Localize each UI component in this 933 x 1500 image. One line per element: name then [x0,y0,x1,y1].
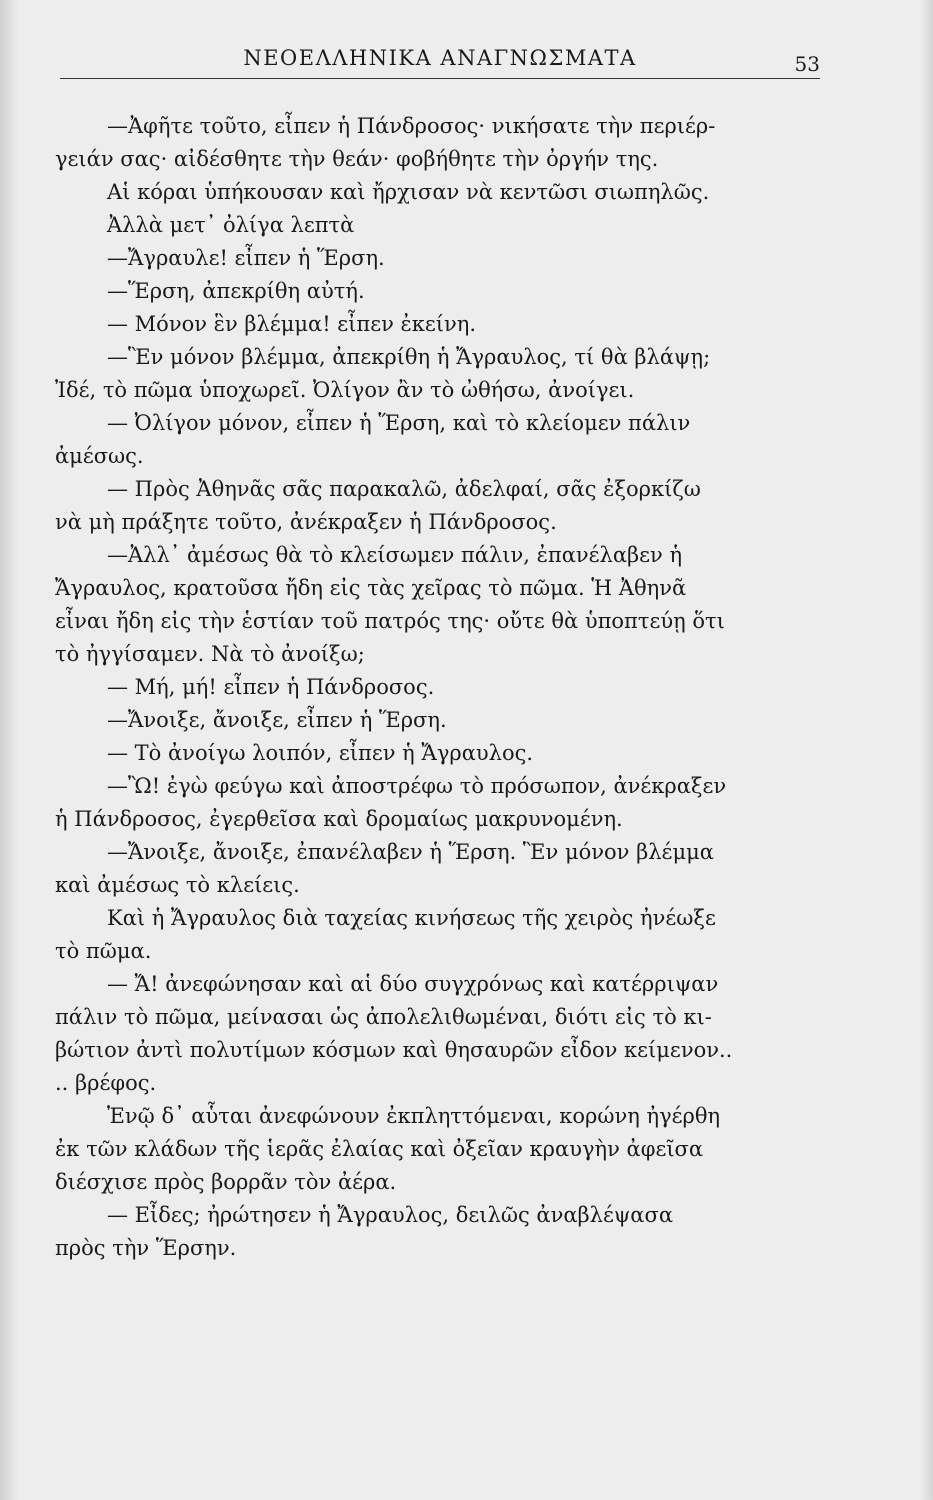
running-title: ΝΕΟΕΛΛΗΝΙΚΑ ΑΝΑΓΝΩΣΜΑΤΑ [243,46,637,70]
text-line: —Ἀφῆτε τοῦτο, εἶπεν ἡ Πάνδροσος· νικήσατε τὴν περιέρ- [107,114,716,138]
running-header [60,40,820,80]
text-line: πάλιν τὸ πῶμα, μείνασαι ὡς ἀπολελιθωμέναι, διότι εἰς τὸ κι- [55,1005,712,1029]
text-line: —Ἀλλ᾽ ἀμέσως θὰ τὸ κλείσωμεν πάλιν, ἐπανέλαβεν ἡ [107,543,683,567]
text-line: —Ἄγραυλε! εἶπεν ἡ Ἕρση. [107,246,385,270]
text-line: πρὸς τὴν Ἕρσην. [55,1236,237,1260]
text-line: —Ἕρση, ἀπεκρίθη αὐτή. [107,279,365,303]
text-line: — Μή, μή! εἶπεν ἡ Πάνδροσος. [107,675,435,699]
page-edge-shadow [919,0,933,1500]
text-line: — Ἄ! ἀνεφώνησαν καὶ αἱ δύο συγχρόνως καὶ κατέρριψαν [107,972,719,996]
text-line: Καὶ ἡ Ἄγραυλος διὰ ταχείας κινήσεως τῆς χειρὸς ἠνέωξε [107,906,716,930]
text-line: .. βρέφος. [55,1071,157,1095]
text-line: Ἰδέ, τὸ πῶμα ὑποχωρεῖ. Ὀλίγον ἂν τὸ ὠθήσω, ἀνοίγει. [55,378,635,402]
text-line: Ἐνῷ δ᾽ αὗται ἀνεφώνουν ἐκπληττόμεναι, κορώνη ἠγέρθη [107,1104,721,1128]
page-gutter-shadow [0,0,20,1500]
text-line: — Ὀλίγον μόνον, εἶπεν ἡ Ἕρση, καὶ τὸ κλείομεν πάλιν [107,411,691,435]
text-line: —Ἄνοιξε, ἄνοιξε, ἐπανέλαβεν ἡ Ἕρση. Ἓν μόνον βλέμμα [107,840,714,864]
text-line: — Πρὸς Ἀθηνᾶς σᾶς παρακαλῶ, ἀδελφαί, σᾶς ἐξορκίζω [107,477,701,501]
text-line: —Ἄνοιξε, ἄνοιξε, εἶπεν ἡ Ἕρση. [107,708,447,732]
text-line: τὸ ἠγγίσαμεν. Νὰ τὸ ἀνοίξω; [55,642,365,666]
text-line: — Μόνον ἓν βλέμμα! εἶπεν ἐκείνη. [107,312,477,336]
text-body [55,110,825,1265]
text-line: Αἱ κόραι ὑπήκουσαν καὶ ἤρχισαν νὰ κεντῶσι σιωπηλῶς. [107,180,710,204]
text-line: —Ὢ! ἐγὼ φεύγω καὶ ἀποστρέφω τὸ πρόσωπον, ἀνέκραξεν [107,774,727,798]
text-line: εἶναι ἤδη εἰς τὴν ἑστίαν τοῦ πατρός της· οὔτε θὰ ὑποπτεύῃ ὅτι [55,609,725,633]
text-line: Ἄγραυλος, κρατοῦσα ἤδη εἰς τὰς χεῖρας τὸ πῶμα. Ἡ Ἀθηνᾶ [55,576,687,600]
text-line: καὶ ἀμέσως τὸ κλείεις. [55,873,300,897]
text-line: — Εἶδες; ἠρώτησεν ἡ Ἄγραυλος, δειλῶς ἀναβλέψασα [107,1203,674,1227]
text-line: ἀμέσως. [55,444,144,468]
text-line: νὰ μὴ πράξητε τοῦτο, ἀνέκραξεν ἡ Πάνδροσος. [55,510,557,534]
text-line: τὸ πῶμα. [55,939,152,963]
header-rule [60,78,820,79]
text-line: διέσχισε πρὸς βορρᾶν τὸν ἀέρα. [55,1170,397,1194]
text-line: — Τὸ ἀνοίγω λοιπόν, εἶπεν ἡ Ἄγραυλος. [107,741,534,765]
text-line: βώτιον ἀντὶ πολυτίμων κόσμων καὶ θησαυρῶν εἶδον κείμενον.. [55,1038,733,1062]
text-line: γειάν σας· αἰδέσθητε τὴν θεάν· φοβήθητε τὴν ὀργήν της. [55,147,659,171]
page-number: 53 [794,52,820,76]
text-line: Ἀλλὰ μετ᾽ ὀλίγα λεπτὰ [107,213,355,237]
text-line: —Ἓν μόνον βλέμμα, ἀπεκρίθη ἡ Ἄγραυλος, τί θὰ βλάψῃ; [107,345,711,369]
text-line: ἐκ τῶν κλάδων τῆς ἱερᾶς ἐλαίας καὶ ὀξεῖαν κραυγὴν ἀφεῖσα [55,1137,704,1161]
text-line: ἡ Πάνδροσος, ἐγερθεῖσα καὶ δρομαίως μακρυνομένη. [55,807,623,831]
